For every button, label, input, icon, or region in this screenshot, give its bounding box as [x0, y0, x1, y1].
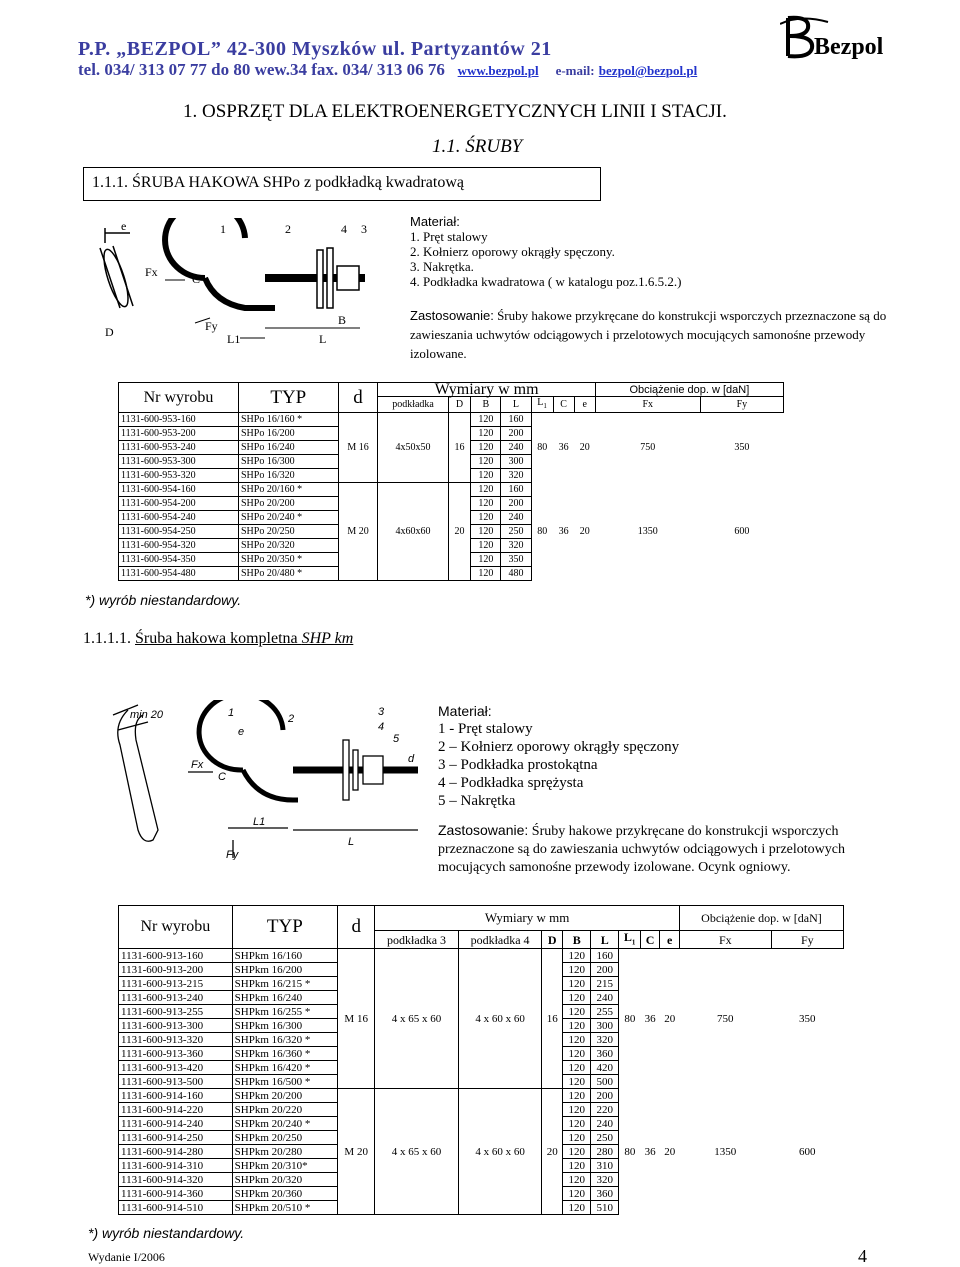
dim-L: 240 — [591, 991, 619, 1005]
dim-L: 160 — [501, 483, 531, 497]
footnote-1: *) wyrób niestandardowy. — [85, 592, 242, 608]
col-Fx: Fx — [679, 931, 771, 949]
product-number: 1131-600-953-160 — [119, 413, 239, 427]
table-row — [119, 483, 784, 497]
washer-4: 4 x 60 x 60 — [458, 949, 542, 1089]
dim-L: 220 — [591, 1103, 619, 1117]
material-item: 1. Pręt stalowy — [410, 229, 488, 244]
material-item: 5 – Nakrętka — [438, 793, 516, 809]
product-number: 1131-600-953-200 — [119, 427, 239, 441]
product-number: 1131-600-954-480 — [119, 567, 239, 581]
dim-Fy: 350 — [799, 1013, 816, 1026]
dim-B: 120 — [563, 949, 591, 963]
dim-B: 120 — [471, 567, 501, 581]
col-p3: podkładka 3 — [375, 931, 459, 949]
col-typ: TYP — [232, 906, 337, 949]
product-type: SHPo 16/160 * — [238, 413, 338, 427]
dim-L: 320 — [501, 539, 531, 553]
spec-table-2 — [118, 905, 844, 1215]
dim-B: 120 — [471, 413, 501, 427]
col-Fy: Fy — [771, 931, 843, 949]
dim-B: 120 — [471, 441, 501, 455]
col-Fy: Fy — [700, 397, 783, 413]
product-type: SHPkm 16/160 — [232, 949, 337, 963]
dim-L: 310 — [591, 1159, 619, 1173]
material-title: Materiał: — [438, 703, 492, 719]
dim-L: 240 — [591, 1117, 619, 1131]
product-number: 1131-600-953-300 — [119, 455, 239, 469]
product-type: SHPkm 16/215 * — [232, 977, 337, 991]
dim-L: 350 — [501, 553, 531, 567]
col-dimensions: Wymiary w mm — [375, 906, 680, 931]
product-type: SHPkm 20/240 * — [232, 1117, 337, 1131]
material-title: Materiał: — [410, 214, 460, 229]
usage-text: Śruby hakowe przykręcane do konstrukcji wsporczych przeznaczone są do zawieszania uchwytów odciągowych i przelotowych mocujących samonośne przewody izolowane. Ocynk ogniowy. — [438, 824, 845, 875]
product-number: 1131-600-954-240 — [119, 511, 239, 525]
col-C: C — [553, 397, 574, 413]
dim-B: 120 — [471, 511, 501, 525]
dim-L: 240 — [501, 441, 531, 455]
dim-L: 280 — [591, 1145, 619, 1159]
label-1: 1 — [220, 222, 226, 236]
label-3: 3 — [361, 222, 367, 236]
dim-e: 36 — [644, 1013, 656, 1026]
label-fy: Fy — [205, 319, 218, 333]
product-type: SHPo 20/250 — [238, 525, 338, 539]
dim-L: 255 — [591, 1005, 619, 1019]
dim-B: 120 — [471, 497, 501, 511]
thread-d: M 16 — [338, 413, 378, 483]
product-number: 1131-600-913-160 — [119, 949, 233, 963]
col-podkladka: podkładka — [378, 397, 448, 413]
label-5: 5 — [393, 733, 400, 745]
label-c: C — [192, 272, 201, 286]
col-nr: Nr wyrobu — [119, 383, 239, 413]
dim-L: 360 — [591, 1187, 619, 1201]
product-number: 1131-600-954-320 — [119, 539, 239, 553]
label-e: e — [238, 726, 245, 738]
label-2: 2 — [288, 713, 295, 725]
col-e: e — [574, 397, 595, 413]
label-d: d — [408, 753, 415, 765]
product-number: 1131-600-914-510 — [119, 1201, 233, 1215]
table-row — [119, 1089, 844, 1103]
dim-B: 120 — [563, 1131, 591, 1145]
dim-Fx: 750 — [717, 1013, 734, 1026]
dim-x: 20 — [579, 525, 590, 537]
label-fy: Fy — [226, 849, 239, 860]
col-typ: TYP — [238, 383, 338, 413]
dim-L: 510 — [591, 1201, 619, 1215]
dim-B: 120 — [471, 455, 501, 469]
dim-x: 20 — [579, 441, 590, 453]
product-number: 1131-600-913-200 — [119, 963, 233, 977]
label-4: 4 — [341, 222, 347, 236]
product-type: SHPkm 20/280 — [232, 1145, 337, 1159]
dim-L: 160 — [501, 413, 531, 427]
product-number: 1131-600-954-350 — [119, 553, 239, 567]
label-fx: Fx — [145, 265, 158, 279]
email-link[interactable]: bezpol@bezpol.pl — [598, 63, 698, 78]
col-e: e — [660, 931, 680, 949]
dim-L: 200 — [501, 497, 531, 511]
dim-L: 420 — [591, 1061, 619, 1075]
washer-3: 4 x 65 x 60 — [375, 1089, 459, 1215]
dim-B: 120 — [563, 1075, 591, 1089]
product-type: SHPo 20/480 * — [238, 567, 338, 581]
dim-B: 120 — [471, 483, 501, 497]
dim-B: 120 — [563, 963, 591, 977]
spec-table-1 — [118, 382, 784, 581]
dim-B: 120 — [471, 427, 501, 441]
product-number: 1131-600-914-280 — [119, 1145, 233, 1159]
label-min20: min 20 — [130, 709, 164, 721]
dim-Fx: 750 — [640, 441, 656, 453]
product-number: 1131-600-913-240 — [119, 991, 233, 1005]
usage-text: Śruby hakowe przykręcane do konstrukcji wsporczych przeznaczone są do zawieszania uchwytów odciągowych i przelotowych mocujących samonośne przewody izolowane. — [410, 308, 887, 361]
dim-B: 120 — [563, 977, 591, 991]
dim-B: 120 — [563, 1005, 591, 1019]
col-B: B — [563, 931, 591, 949]
dim-L: 200 — [501, 427, 531, 441]
dim-e: 36 — [558, 525, 569, 537]
dim-C: 80 — [537, 441, 548, 453]
label-d: D — [105, 325, 114, 339]
label-e: e — [121, 219, 127, 233]
bezpol-logo — [780, 12, 890, 62]
product-type: SHPkm 16/420 * — [232, 1061, 337, 1075]
col-L1: $L_1$ — [531, 397, 553, 413]
dim-e: 36 — [558, 441, 569, 453]
label-l: L — [319, 332, 327, 346]
table-row — [119, 413, 784, 427]
dim-B: 120 — [471, 539, 501, 553]
website-link[interactable]: www.bezpol.pl — [457, 63, 539, 78]
dim-B: 120 — [563, 991, 591, 1005]
product-type: SHPkm 20/510 * — [232, 1201, 337, 1215]
product-number: 1131-600-914-310 — [119, 1159, 233, 1173]
product-type: SHPkm 20/360 — [232, 1187, 337, 1201]
company-header: P.P. „BEZPOL” 42-300 Myszków ul. Partyzantów 21 — [78, 38, 552, 60]
col-nr: Nr wyrobu — [119, 906, 233, 949]
product-title: 1.1.1. ŚRUBA HAKOWA SHPo z podkładką kwadratową — [92, 174, 464, 191]
product-number: 1131-600-953-240 — [119, 441, 239, 455]
product-type: SHPkm 16/255 * — [232, 1005, 337, 1019]
dim-Fx: 1350 — [637, 525, 658, 537]
col-load: Obciążenie dop. w [daN] — [595, 383, 783, 397]
label-l1: L1 — [253, 816, 266, 828]
product-type: SHPo 20/240 * — [238, 511, 338, 525]
dim-L: 200 — [591, 1089, 619, 1103]
dim-B: 120 — [563, 1145, 591, 1159]
col-d: d — [338, 383, 378, 413]
dim-B: 120 — [471, 553, 501, 567]
product-type: SHPkm 20/250 — [232, 1131, 337, 1145]
material-item: 4. Podkładka kwadratowa ( w katalogu poz.1.6.5.2.) — [410, 274, 682, 289]
material-item: 2 – Kołnierz oporowy okrągły spęczony — [438, 739, 680, 755]
dim-B: 120 — [563, 1117, 591, 1131]
dim-L: 500 — [591, 1075, 619, 1089]
col-p4: podkładka 4 — [458, 931, 542, 949]
washer: 4x60x60 — [378, 483, 448, 581]
product-number: 1131-600-914-250 — [119, 1131, 233, 1145]
hook-bolt-drawing — [85, 218, 385, 358]
col-L: L — [501, 397, 531, 413]
dim-C: 80 — [537, 525, 548, 537]
product-number: 1131-600-914-240 — [119, 1117, 233, 1131]
usage-title: Zastosowanie: — [410, 308, 494, 323]
dim-B: 120 — [471, 469, 501, 483]
product-number: 1131-600-914-220 — [119, 1103, 233, 1117]
label-c: C — [218, 771, 226, 783]
dim-L: 320 — [591, 1173, 619, 1187]
product-number: 1131-600-954-250 — [119, 525, 239, 539]
product-number: 1131-600-913-420 — [119, 1061, 233, 1075]
col-D: D — [542, 931, 563, 949]
usage-title: Zastosowanie: — [438, 822, 529, 838]
col-B: B — [471, 397, 501, 413]
washer-3: 4 x 65 x 60 — [375, 949, 459, 1089]
product-type: SHPkm 16/200 — [232, 963, 337, 977]
label-b: B — [338, 313, 347, 327]
product-number: 1131-600-914-320 — [119, 1173, 233, 1187]
dim-x: 20 — [664, 1013, 676, 1026]
product-type: SHPo 20/350 * — [238, 553, 338, 567]
product-type: SHPkm 16/240 — [232, 991, 337, 1005]
product-number: 1131-600-913-500 — [119, 1075, 233, 1089]
table-row — [119, 949, 844, 963]
product-number: 1131-600-913-320 — [119, 1033, 233, 1047]
dim-L: 160 — [591, 949, 619, 963]
company-contact — [78, 60, 697, 80]
product-type: SHPo 20/200 — [238, 497, 338, 511]
dim-L: 320 — [591, 1033, 619, 1047]
sub-title: 1.1. ŚRUBY — [432, 136, 523, 157]
material-list-1 — [410, 214, 682, 289]
dim-L: 200 — [591, 963, 619, 977]
product-number: 1131-600-913-255 — [119, 1005, 233, 1019]
dim-C: 80 — [624, 1013, 636, 1026]
product-type: SHPo 16/320 — [238, 469, 338, 483]
dim-L: 240 — [501, 511, 531, 525]
logo-text: Bezpol — [814, 34, 884, 60]
product-type: SHPkm 16/500 * — [232, 1075, 337, 1089]
dim-L: 300 — [501, 455, 531, 469]
dim-x: 20 — [664, 1145, 676, 1158]
section-2-title: 1.1.1.1. Śruba hakowa kompletna SHP km — [83, 630, 354, 647]
label-fx: Fx — [191, 759, 204, 771]
material-item: 1 - Pręt stalowy — [438, 721, 533, 737]
dim-B: 120 — [563, 1201, 591, 1215]
dim-Fy: 600 — [799, 1145, 816, 1158]
product-number: 1131-600-914-160 — [119, 1089, 233, 1103]
dim-D: 20 — [448, 483, 471, 581]
dim-B: 120 — [563, 1103, 591, 1117]
label-l1: L1 — [227, 332, 241, 346]
product-type: SHPkm 20/200 — [232, 1089, 337, 1103]
col-d: d — [338, 906, 375, 949]
usage-1 — [410, 306, 890, 363]
dim-L: 300 — [591, 1019, 619, 1033]
dim-B: 120 — [563, 1019, 591, 1033]
product-type: SHPkm 20/320 — [232, 1173, 337, 1187]
material-item: 2. Kołnierz oporowy okrągły spęczony. — [410, 244, 615, 259]
phone-fax: tel. 034/ 313 07 77 do 80 wew.34 fax. 034/ 313 06 76 — [78, 60, 445, 79]
dim-B: 120 — [563, 1159, 591, 1173]
material-list-2 — [438, 702, 679, 810]
col-L: L — [591, 931, 619, 949]
product-type: SHPo 20/320 — [238, 539, 338, 553]
dim-B: 120 — [563, 1047, 591, 1061]
footnote-2: *) wyrób niestandardowy. — [88, 1225, 245, 1241]
dim-Fy: 600 — [734, 525, 750, 537]
product-type: SHPo 16/300 — [238, 455, 338, 469]
dim-L: 215 — [591, 977, 619, 991]
edition: Wydanie I/2006 — [88, 1250, 165, 1264]
label-2: 2 — [285, 222, 291, 236]
dim-B: 120 — [563, 1187, 591, 1201]
dim-B: 120 — [563, 1033, 591, 1047]
product-number: 1131-600-913-215 — [119, 977, 233, 991]
material-item: 4 – Podkładka sprężysta — [438, 775, 584, 791]
dim-e: 36 — [644, 1145, 656, 1158]
dim-B: 120 — [563, 1061, 591, 1075]
product-type: SHPkm 16/320 * — [232, 1033, 337, 1047]
dim-D: 16 — [542, 949, 563, 1089]
product-number: 1131-600-954-200 — [119, 497, 239, 511]
washer-4: 4 x 60 x 60 — [458, 1089, 542, 1215]
complete-hook-bolt-drawing — [88, 700, 433, 860]
product-type: SHPo 16/200 — [238, 427, 338, 441]
dim-D: 16 — [448, 413, 471, 483]
dim-B: 120 — [563, 1173, 591, 1187]
col-L1: $L_1$ — [619, 931, 641, 949]
product-type: SHPkm 20/220 — [232, 1103, 337, 1117]
thread-d: M 20 — [338, 483, 378, 581]
dim-L: 320 — [501, 469, 531, 483]
label-4: 4 — [378, 721, 385, 733]
dim-Fx: 1350 — [714, 1145, 737, 1158]
product-type: SHPkm 16/360 * — [232, 1047, 337, 1061]
col-load: Obciążenie dop. w [daN] — [679, 906, 843, 931]
product-type: SHPkm 16/300 — [232, 1019, 337, 1033]
page-number: 4 — [858, 1246, 867, 1266]
product-type: SHPkm 20/310* — [232, 1159, 337, 1173]
label-l: L — [348, 836, 355, 848]
product-number: 1131-600-953-320 — [119, 469, 239, 483]
thread-d: M 16 — [338, 949, 375, 1089]
material-item: 3. Nakrętka. — [410, 259, 474, 274]
col-Fx: Fx — [595, 397, 700, 413]
product-number: 1131-600-913-300 — [119, 1019, 233, 1033]
section-title: 1. OSPRZĘT DLA ELEKTROENERGETYCZNYCH LINII I STACJI. — [183, 101, 727, 122]
product-title-box — [83, 167, 601, 201]
product-number: 1131-600-914-360 — [119, 1187, 233, 1201]
washer: 4x50x50 — [378, 413, 448, 483]
dim-L: 360 — [591, 1047, 619, 1061]
product-number: 1131-600-913-360 — [119, 1047, 233, 1061]
col-dimensions: Wymiary w mm — [378, 383, 595, 397]
dim-L: 480 — [501, 567, 531, 581]
col-D: D — [448, 397, 471, 413]
dim-Fy: 350 — [734, 441, 750, 453]
product-type: SHPo 16/240 — [238, 441, 338, 455]
col-C: C — [640, 931, 660, 949]
product-number: 1131-600-954-160 — [119, 483, 239, 497]
dim-L: 250 — [591, 1131, 619, 1145]
thread-d: M 20 — [338, 1089, 375, 1215]
email-label: e-mail: — [555, 63, 595, 78]
material-item: 3 – Podkładka prostokątna — [438, 757, 598, 773]
label-3: 3 — [378, 706, 385, 718]
product-type: SHPo 20/160 * — [238, 483, 338, 497]
dim-L: 250 — [501, 525, 531, 539]
dim-B: 120 — [471, 525, 501, 539]
usage-2 — [438, 821, 888, 877]
dim-D: 20 — [542, 1089, 563, 1215]
dim-B: 120 — [563, 1089, 591, 1103]
label-1: 1 — [228, 707, 235, 719]
dim-C: 80 — [624, 1145, 636, 1158]
